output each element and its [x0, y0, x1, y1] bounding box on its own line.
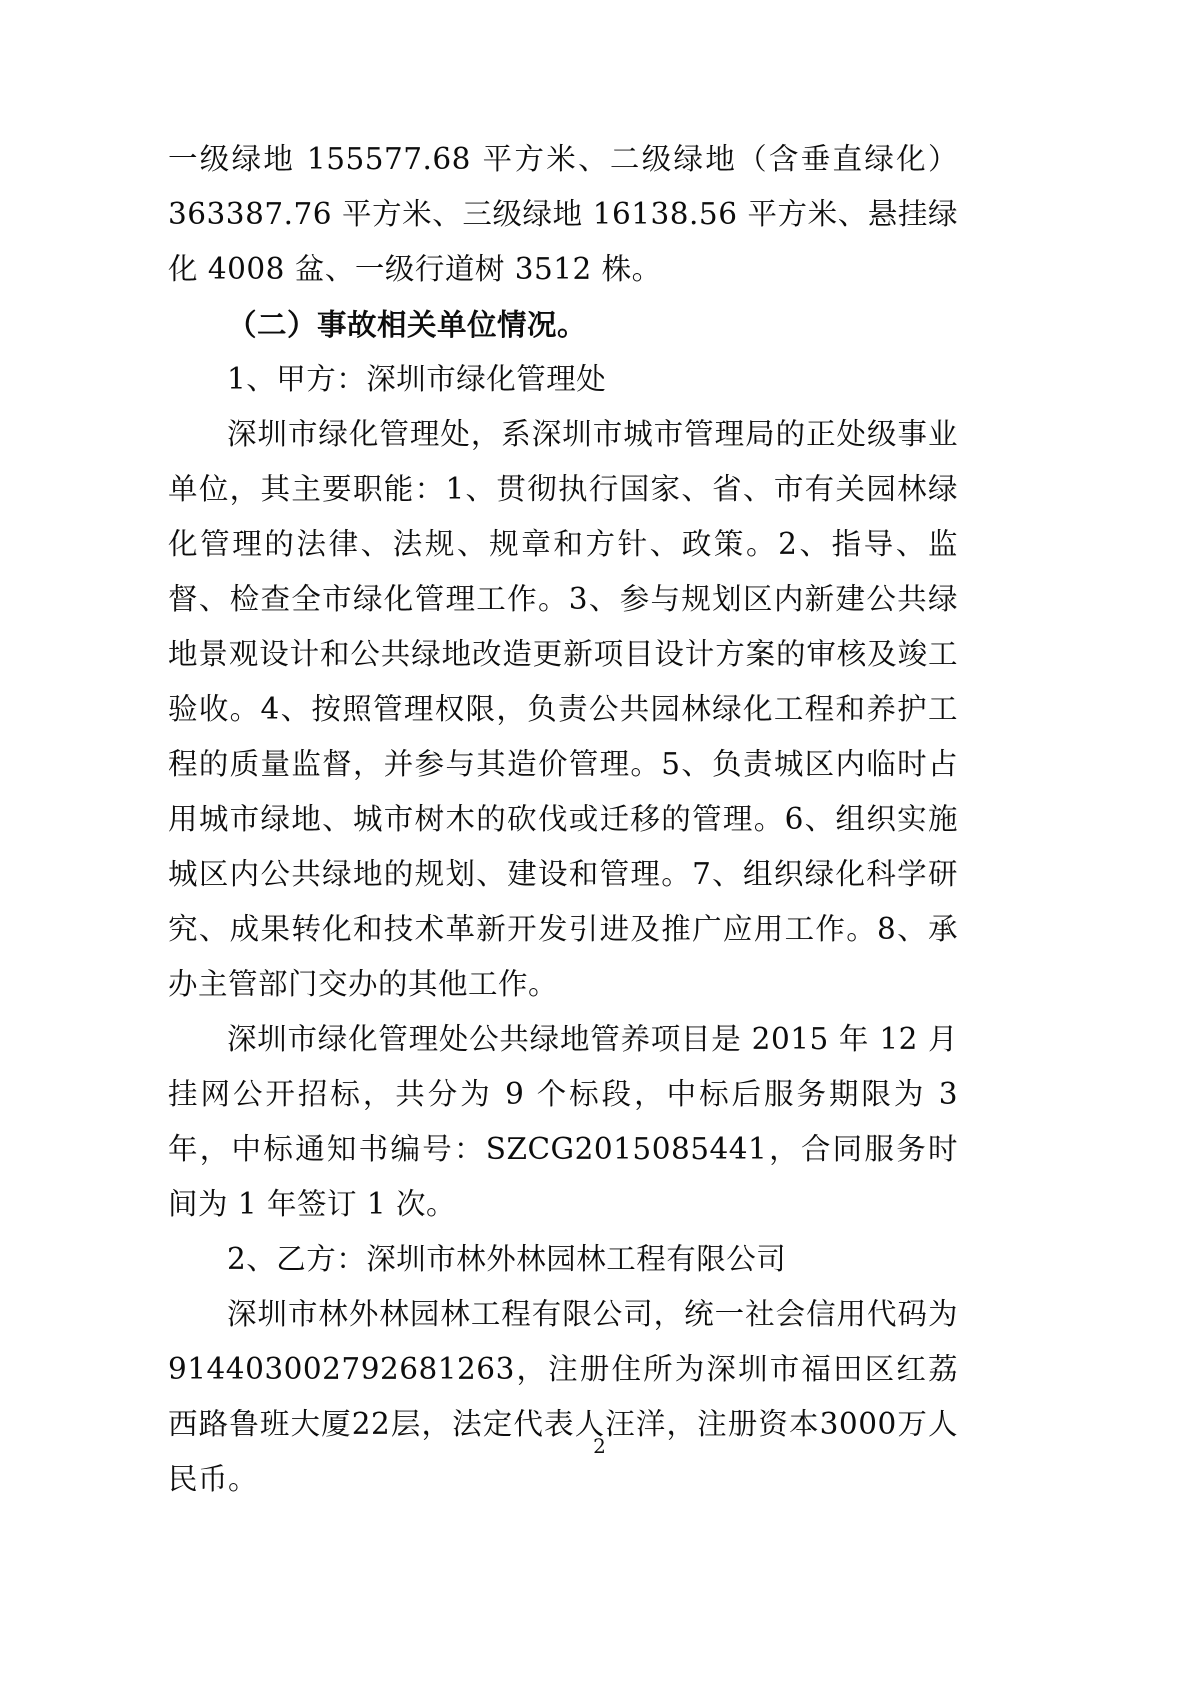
paragraph-party-b-info: 深圳市林外林园林工程有限公司，统一社会信用代码为914403002792681263，注册住所为深圳市福田区红荔西路鲁班大厦22层，法定代表人汪洋，注册资本3000万人民币。 — [168, 1297, 958, 1496]
paragraph-tender-info: 深圳市绿化管理处公共绿地管养项目是 2015 年 12 月挂网公开招标，共分为 9 个标段，中标后服务期限为 3 年，中标通知书编号：SZCG2015085441，合同服务时间为 1 年签订 1 次。 — [168, 1022, 968, 1221]
heading-section-two: （二）事故相关单位情况。 — [227, 307, 588, 342]
paragraph-party-b-title: 2、乙方：深圳市林外林园林工程有限公司 — [227, 1242, 787, 1276]
paragraph-party-a-duties: 深圳市绿化管理处，系深圳市城市管理局的正处级事业单位，其主要职能：1、贯彻执行国家、省、市有关园林绿化管理的法律、法规、规章和方针、政策。2、指导、监督、检查全市绿化管理工作。3、参与规划区内新建公共绿地景观设计和公共绿地改造更新项目设计方案的审核及竣工验收。4、按照管理权限，负责公共园林绿化工程和养护工程的质量监督，并参与其造价管理。5、负责城区内临时占用城市绿地、城市树木的砍伐或迁移的管理。6、组织实施城区内公共绿地的规划、建设和管理。7、组织绿化科学研究、成果转化和技术革新开发引进及推广应用工作。8、承办主管部门交办的其他工作。 — [168, 417, 958, 1001]
paragraph-green-area-stats: 一级绿地 155577.68 平方米、二级绿地（含垂直绿化）363387.76 平方米、三级绿地 16138.56 平方米、悬挂绿化 4008 盆、一级行道树 3512 株。 — [168, 142, 958, 286]
paragraph-party-a-title: 1、甲方：深圳市绿化管理处 — [227, 362, 607, 396]
document-body — [168, 132, 968, 1507]
page-number: 2 — [593, 1434, 606, 1458]
